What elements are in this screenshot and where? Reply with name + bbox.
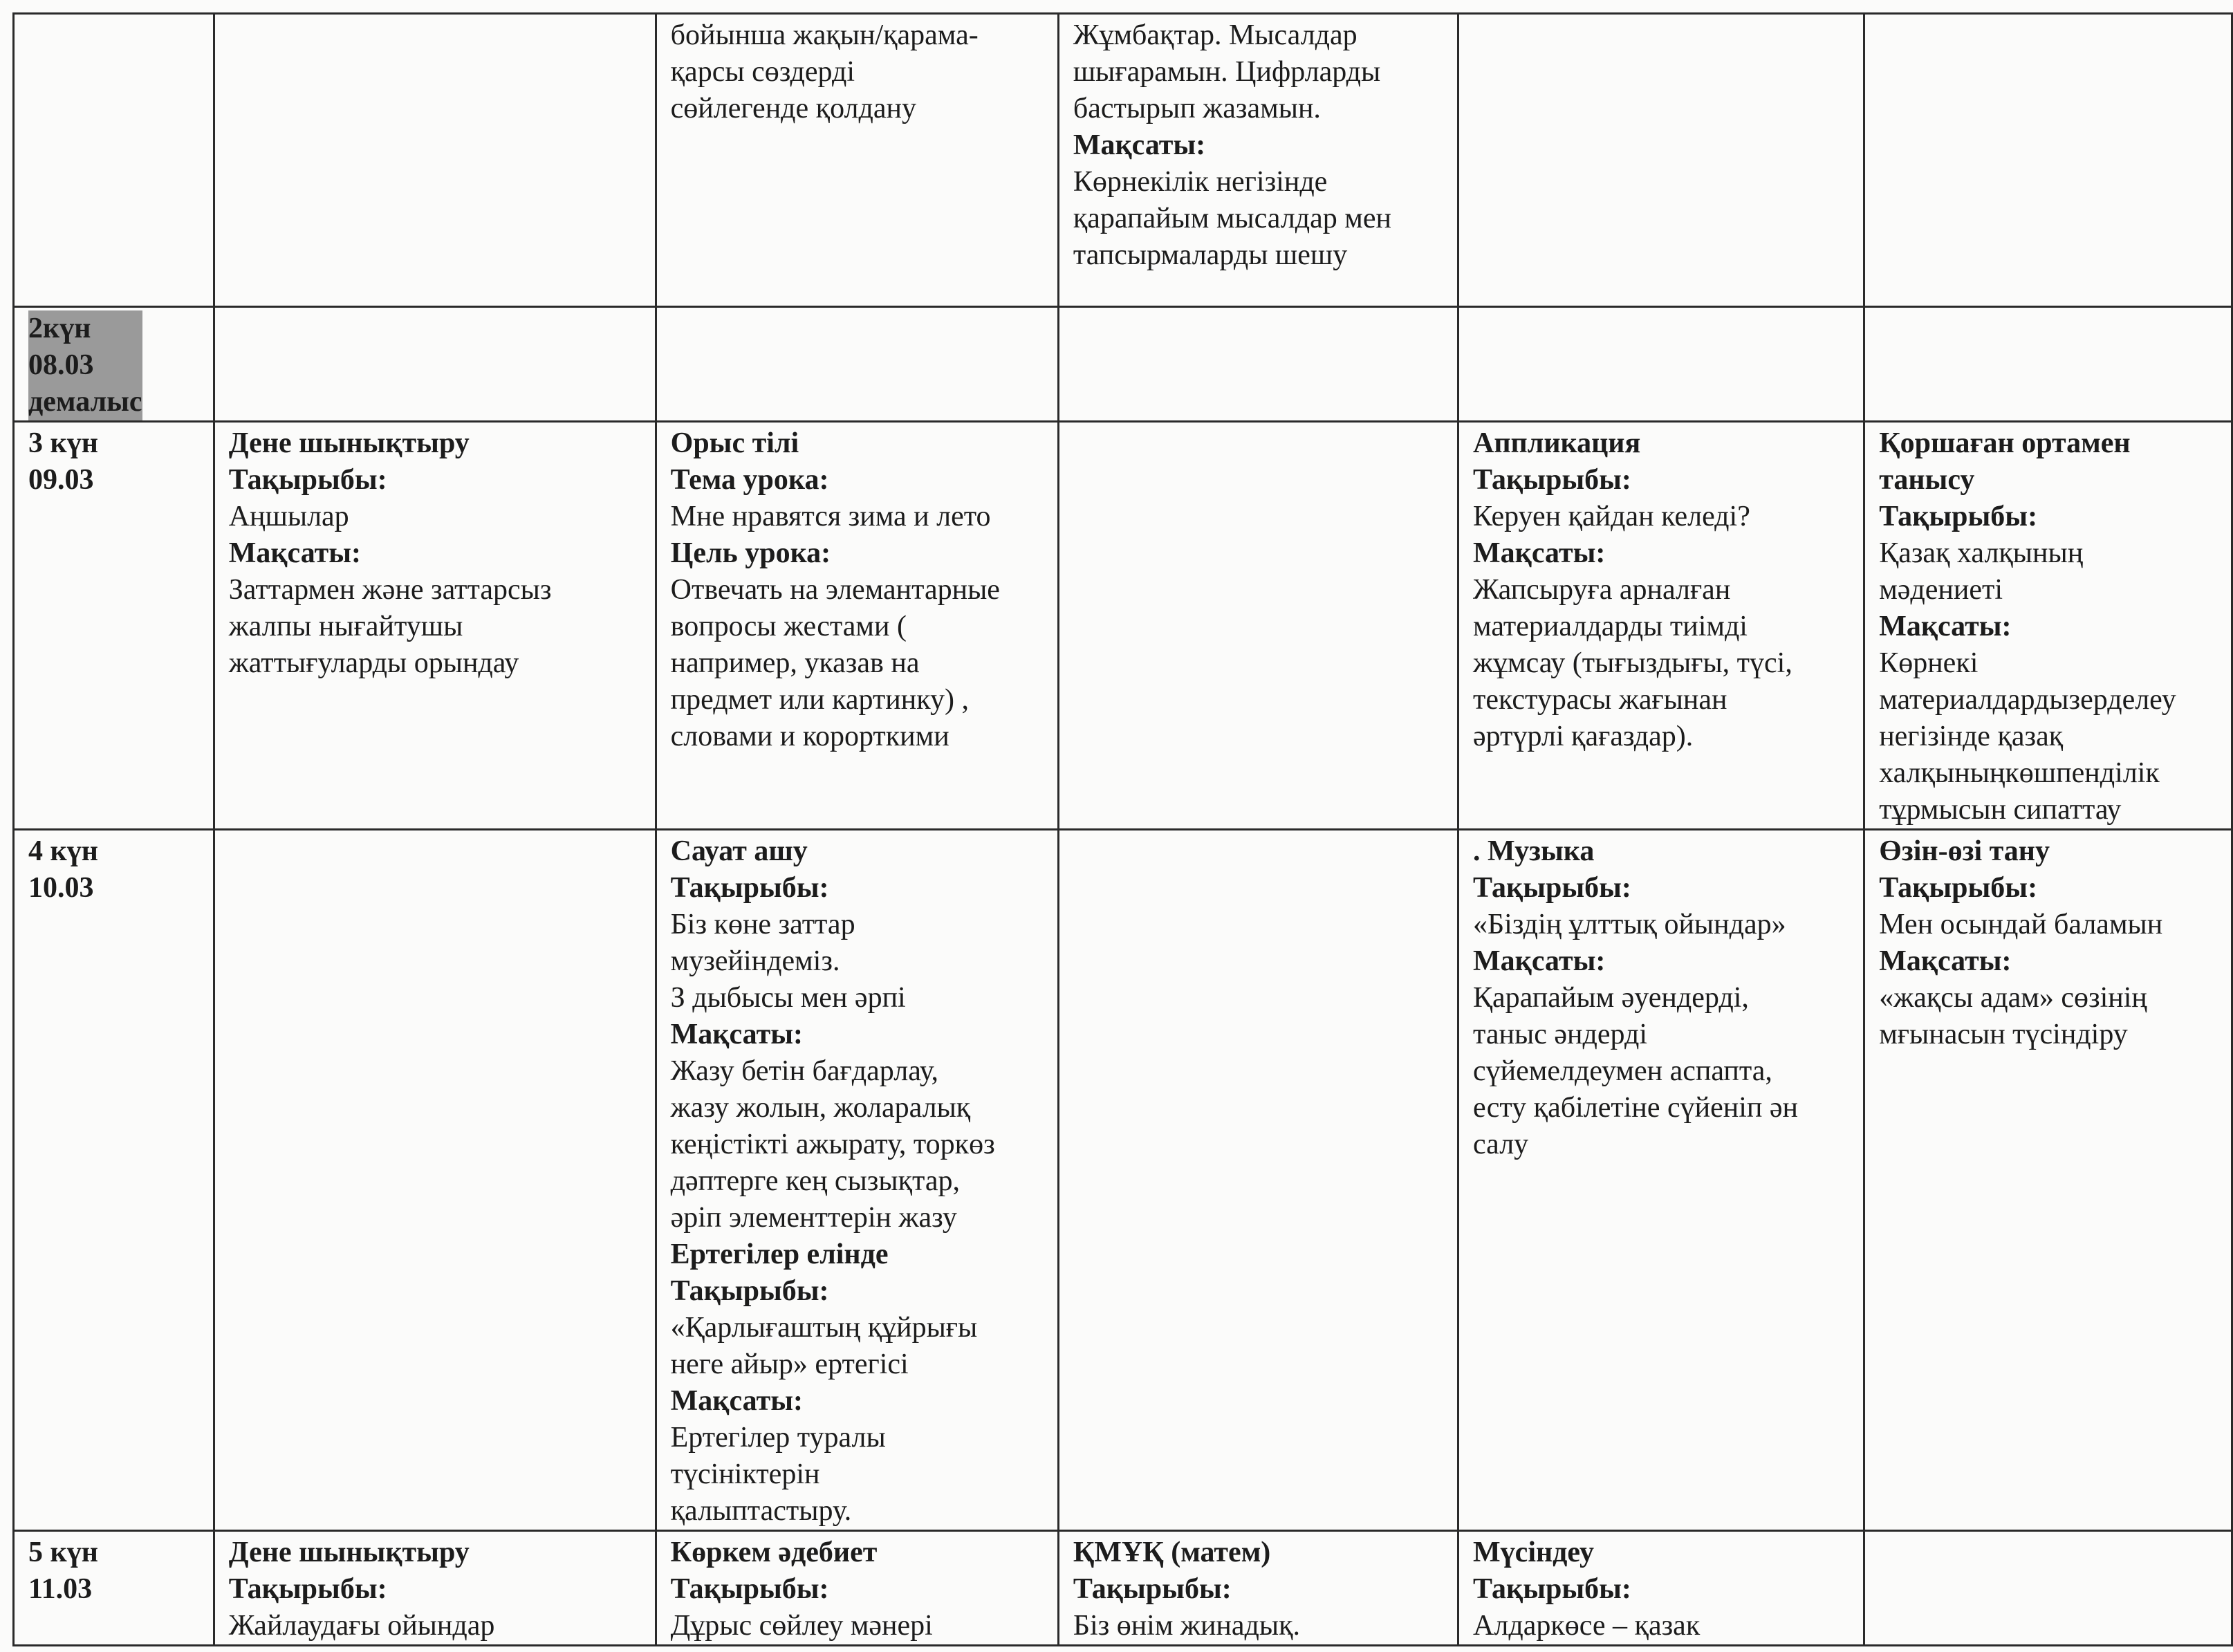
lesson-cell bbox=[214, 307, 656, 422]
cell-heading: Мақсаты: bbox=[670, 1019, 803, 1050]
cell-text-line: Мен осындай баламын bbox=[1879, 909, 2163, 940]
day-cell bbox=[14, 14, 214, 307]
cell-text-line: неге айыр» ертегісі bbox=[670, 1348, 909, 1380]
cell-heading: Тақырыбы: bbox=[228, 464, 387, 496]
cell-text-line: словами и корорткими bbox=[670, 721, 949, 752]
cell-heading: Тақырыбы: bbox=[1473, 872, 1631, 904]
lesson-cell bbox=[656, 1531, 1058, 1646]
cell-heading: Мақсаты: bbox=[1473, 537, 1606, 569]
cell-text-line: вопросы жестами ( bbox=[670, 611, 907, 642]
cell-heading: Көркем әдебиет bbox=[670, 1537, 878, 1568]
cell-text-line: қалыптастыру. bbox=[670, 1495, 852, 1527]
cell-heading: Тақырыбы: bbox=[228, 1573, 387, 1605]
lesson-cell bbox=[1058, 1531, 1458, 1646]
day-cell bbox=[14, 307, 214, 422]
lesson-cell bbox=[1058, 830, 1458, 1531]
cell-text-line: жалпы нығайтушы bbox=[228, 611, 463, 642]
cell-text-line: қарапайым мысалдар мен bbox=[1073, 203, 1391, 234]
cell-heading: Ертегілер елінде bbox=[670, 1238, 889, 1270]
cell-heading: Мақсаты: bbox=[1073, 129, 1206, 161]
day-label: 3 күн bbox=[28, 427, 98, 459]
cell-text-line: түсініктерін bbox=[670, 1458, 820, 1490]
day-label: 5 күн bbox=[28, 1537, 98, 1568]
lesson-cell bbox=[1058, 307, 1458, 422]
cell-heading: Мақсаты: bbox=[228, 537, 362, 569]
lesson-cell bbox=[1864, 422, 2232, 830]
cell-heading: Мүсіндеу bbox=[1473, 1537, 1595, 1568]
cell-text-line: сөйлегенде қолдану bbox=[670, 93, 916, 124]
table-row bbox=[14, 14, 2232, 307]
cell-text-line: мғынасын түсіндіру bbox=[1879, 1019, 2128, 1050]
cell-text-line: әріп элементтерін жазу bbox=[670, 1202, 957, 1234]
lesson-cell bbox=[214, 1531, 656, 1646]
cell-text-line: қарсы сөздерді bbox=[670, 56, 855, 88]
lesson-cell bbox=[1864, 1531, 2232, 1646]
cell-text-line: мәдениеті bbox=[1879, 574, 2003, 606]
cell-heading: Өзін-өзі тану bbox=[1879, 835, 2050, 867]
cell-heading: Мақсаты: bbox=[1879, 945, 2012, 977]
cell-text-line: Керуен қайдан келеді? bbox=[1473, 501, 1750, 532]
cell-text-line: «Біздің ұлттық ойындар» bbox=[1473, 909, 1786, 940]
lesson-cell bbox=[1458, 1531, 1864, 1646]
cell-text-line: материалдарды тиімді bbox=[1473, 611, 1748, 642]
cell-text-line: З дыбысы мен әрпі bbox=[670, 982, 906, 1014]
cell-text-line: бастырып жазамын. bbox=[1073, 93, 1321, 124]
cell-heading: Дене шынықтыру bbox=[228, 1537, 470, 1568]
date-label: 11.03 bbox=[28, 1573, 93, 1605]
cell-text-line: тапсырмаларды шешу bbox=[1073, 239, 1348, 271]
table-row bbox=[14, 422, 2232, 830]
cell-heading: Мақсаты: bbox=[1879, 611, 2012, 642]
lesson-cell bbox=[656, 422, 1058, 830]
cell-text-line: салу bbox=[1473, 1129, 1529, 1160]
date-label: 09.03 bbox=[28, 464, 94, 496]
lesson-cell bbox=[656, 830, 1058, 1531]
cell-heading: Цель урока: bbox=[670, 537, 831, 569]
cell-heading: ҚМҰҚ (матем) bbox=[1073, 1537, 1271, 1568]
lesson-cell bbox=[1458, 14, 1864, 307]
cell-text-line: жазу жолын, жоларалық bbox=[670, 1092, 971, 1124]
lesson-cell bbox=[214, 422, 656, 830]
cell-heading: Тема урока: bbox=[670, 464, 829, 496]
cell-heading: Тақырыбы: bbox=[1073, 1573, 1232, 1605]
cell-text-line: Мне нравятся зима и лето bbox=[670, 501, 991, 532]
cell-heading: Аппликация bbox=[1473, 427, 1641, 459]
day-cell bbox=[14, 830, 214, 1531]
cell-heading: танысу bbox=[1879, 464, 1975, 496]
cell-heading: Мақсаты: bbox=[670, 1385, 803, 1417]
cell-text-line: Көрнекі bbox=[1879, 647, 1979, 679]
cell-text-line: Қазақ халқының bbox=[1879, 537, 2084, 569]
cell-text-line: предмет или картинку) , bbox=[670, 684, 970, 716]
cell-text-line: негізінде қазақ bbox=[1879, 721, 2064, 752]
cell-text-line: тұрмысын сипаттау bbox=[1879, 794, 2122, 826]
cell-heading: Тақырыбы: bbox=[1879, 872, 2038, 904]
cell-heading: Тақырыбы: bbox=[670, 1573, 829, 1605]
cell-text-line: Жайлаудағы ойындар bbox=[228, 1610, 495, 1642]
cell-text-line: жаттығуларды орындау bbox=[228, 647, 519, 679]
lesson-cell bbox=[1864, 14, 2232, 307]
table-row bbox=[14, 830, 2232, 1531]
cell-heading: Қоршаған ортамен bbox=[1879, 427, 2131, 459]
cell-text-line: «жақсы адам» сөзінің bbox=[1879, 982, 2147, 1014]
cell-text-line: материалдардызерделеу bbox=[1879, 684, 2176, 716]
lesson-cell bbox=[656, 307, 1058, 422]
cell-text-line: Жұмбақтар. Мысалдар bbox=[1073, 19, 1358, 51]
cell-text-line: Ертегілер туралы bbox=[670, 1422, 886, 1454]
cell-text-line: Біз көне заттар bbox=[670, 909, 855, 940]
cell-heading: Тақырыбы: bbox=[1473, 1573, 1631, 1605]
table-row bbox=[14, 307, 2232, 422]
cell-text-line: музейіндеміз. bbox=[670, 945, 840, 977]
cell-heading: Тақырыбы: bbox=[670, 872, 829, 904]
cell-text-line: Заттармен және заттарсыз bbox=[228, 574, 552, 606]
lesson-cell bbox=[1058, 14, 1458, 307]
lesson-cell bbox=[214, 830, 656, 1531]
schedule-table bbox=[12, 12, 2233, 1646]
cell-text-line: Алдаркөсе – қазак bbox=[1473, 1610, 1701, 1642]
lesson-cell bbox=[1458, 422, 1864, 830]
cell-text-line: дәптерге кең сызықтар, bbox=[670, 1165, 961, 1197]
cell-text-line: Көрнекілік негізінде bbox=[1073, 166, 1328, 198]
cell-text-line: есту қабілетіне сүйеніп ән bbox=[1473, 1092, 1798, 1124]
table-row bbox=[14, 1531, 2232, 1646]
cell-heading: Тақырыбы: bbox=[1879, 501, 2038, 532]
cell-heading: Тақырыбы: bbox=[670, 1275, 829, 1307]
cell-heading: Сауат ашу bbox=[670, 835, 808, 867]
lesson-cell bbox=[1458, 830, 1864, 1531]
cell-text-line: Аңшылар bbox=[228, 501, 349, 532]
cell-text-line: сүйемелдеумен аспапта, bbox=[1473, 1055, 1772, 1087]
cell-text-line: Біз өнім жинадық. bbox=[1073, 1610, 1301, 1642]
cell-text-line: Отвечать на элемантарные bbox=[670, 574, 1000, 606]
day-cell bbox=[14, 422, 214, 830]
cell-heading: Мақсаты: bbox=[1473, 945, 1606, 977]
day-cell bbox=[14, 1531, 214, 1646]
cell-text-line: шығарамын. Цифрларды bbox=[1073, 56, 1381, 88]
day-label: 4 күн bbox=[28, 835, 98, 867]
cell-text-line: Жапсыруға арналған bbox=[1473, 574, 1731, 606]
cell-text-line: текстурасы жағынан bbox=[1473, 684, 1727, 716]
lesson-cell bbox=[1864, 830, 2232, 1531]
day-label-holiday: 2күн 08.03 демалыс bbox=[28, 310, 142, 420]
cell-text-line: кеңістікті ажырату, торкөз bbox=[670, 1129, 995, 1160]
cell-heading: Дене шынықтыру bbox=[228, 427, 470, 459]
cell-text-line: например, указав на bbox=[670, 647, 920, 679]
cell-text-line: халқыныңкөшпенділік bbox=[1879, 757, 2160, 789]
cell-text-line: жұмсау (тығыздығы, түсі, bbox=[1473, 647, 1792, 679]
cell-text-line: әртүрлі қағаздар). bbox=[1473, 721, 1694, 752]
lesson-cell bbox=[214, 14, 656, 307]
lesson-cell bbox=[1864, 307, 2232, 422]
cell-text-line: Дұрыс сөйлеу мәнері bbox=[670, 1610, 933, 1642]
date-label: 10.03 bbox=[28, 872, 94, 904]
lesson-cell bbox=[656, 14, 1058, 307]
cell-text-line: бойынша жақын/қарама- bbox=[670, 19, 979, 51]
cell-text-line: «Қарлығаштың құйрығы bbox=[670, 1312, 978, 1344]
cell-text-line: Жазу бетін бағдарлау, bbox=[670, 1055, 939, 1087]
cell-text-line: Қарапайым әуендерді, bbox=[1473, 982, 1749, 1014]
cell-heading: . Музыка bbox=[1473, 835, 1595, 867]
lesson-cell bbox=[1458, 307, 1864, 422]
cell-heading: Тақырыбы: bbox=[1473, 464, 1631, 496]
cell-text-line: таныс әндерді bbox=[1473, 1019, 1647, 1050]
lesson-cell bbox=[1058, 422, 1458, 830]
cell-heading: Орыс тілі bbox=[670, 427, 799, 459]
